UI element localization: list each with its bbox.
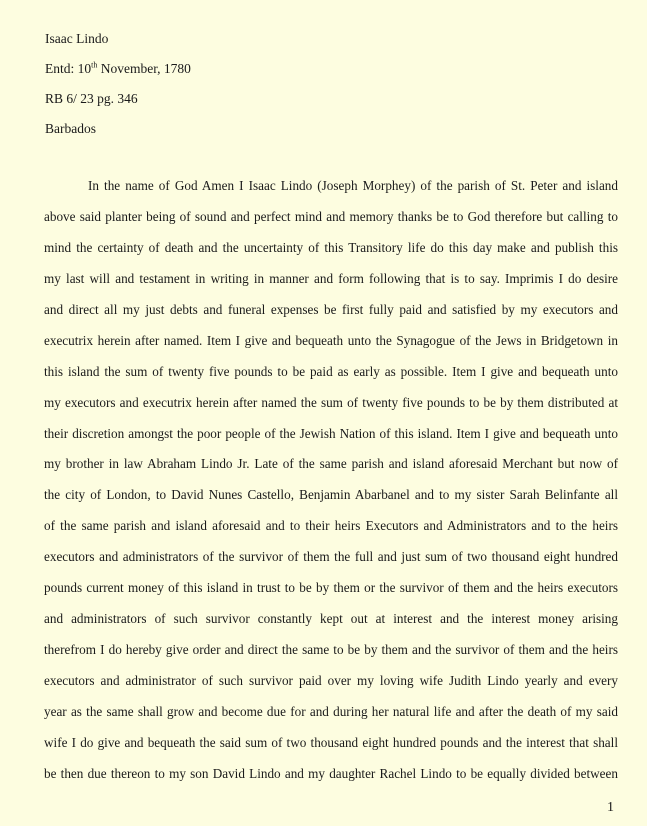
body-line: my executors and executrix herein after named the sum of twenty five pounds to be by them distributed at	[44, 394, 618, 410]
record-reference: RB 6/ 23 pg. 346	[45, 91, 138, 106]
entry-date-suffix: November, 1780	[97, 61, 191, 76]
body-line: executors and administrator of such survivor paid over my loving wife Judith Lindo yearly and every	[44, 673, 618, 688]
body-line: my brother in law Abraham Lindo Jr. Late of the same parish and island aforesaid Merchant but now of	[44, 456, 618, 472]
entry-date-prefix: Entd: 10	[45, 61, 92, 76]
entry-date	[45, 54, 191, 84]
body-line: the city of London, to David Nunes Castello, Benjamin Abarbanel and to my sister Sarah Belinfante all	[44, 487, 618, 503]
testator-name: Isaac Lindo	[45, 31, 109, 46]
body-line: mind the certainty of death and the uncertainty of this Transitory life do this day make and publish this	[44, 239, 618, 255]
document-header	[45, 24, 191, 144]
body-line: above said planter being of sound and perfect mind and memory thanks be to God therefore but calling to	[44, 208, 618, 224]
body-line: my last will and testament in writing in manner and form following that is to say. Imprimis I do desire	[44, 270, 618, 286]
body-line: and administrators of such survivor constantly kept out at interest and the interest money arising	[44, 611, 618, 627]
place-name: Barbados	[45, 121, 96, 136]
body-line: wife I do give and bequeath the said sum of two thousand eight hundred pounds and the interest that shall	[44, 734, 618, 750]
body-line: of the same parish and island aforesaid and to their heirs Executors and Administrators and to the heirs	[44, 518, 618, 534]
will-body	[44, 171, 618, 790]
body-line: this island the sum of twenty five pounds to be paid as early as possible. Item I give and bequeath unto	[44, 363, 618, 379]
body-line: In the name of God Amen I Isaac Lindo (Joseph Morphey) of the parish of St. Peter and island	[88, 178, 618, 193]
body-line: executrix herein after named. Item I give and bequeath unto the Synagogue of the Jews in Bridgetown in	[44, 332, 618, 348]
body-line: and direct all my just debts and funeral expenses be first fully paid and satisfied by my executors and	[44, 301, 618, 317]
body-line: be then due thereon to my son David Lindo and my daughter Rachel Lindo to be equally divided between	[44, 765, 618, 781]
body-line: pounds current money of this island in trust to be by them or the survivor of them and the heirs executors	[44, 580, 618, 596]
page-number: 1	[607, 800, 614, 815]
body-line: year as the same shall grow and become due for and during her natural life and after the death of my said	[44, 703, 618, 719]
body-line: executors and administrators of the survivor of them the full and just sum of two thousand eight hundred	[44, 549, 618, 565]
body-line: their discretion amongst the poor people of the Jewish Nation of this island. Item I give and bequeath unto	[44, 425, 618, 441]
entry-date-ordinal: th	[91, 60, 98, 70]
body-line: therefrom I do hereby give order and direct the same to be by them and the survivor of them and the heirs	[44, 642, 618, 658]
